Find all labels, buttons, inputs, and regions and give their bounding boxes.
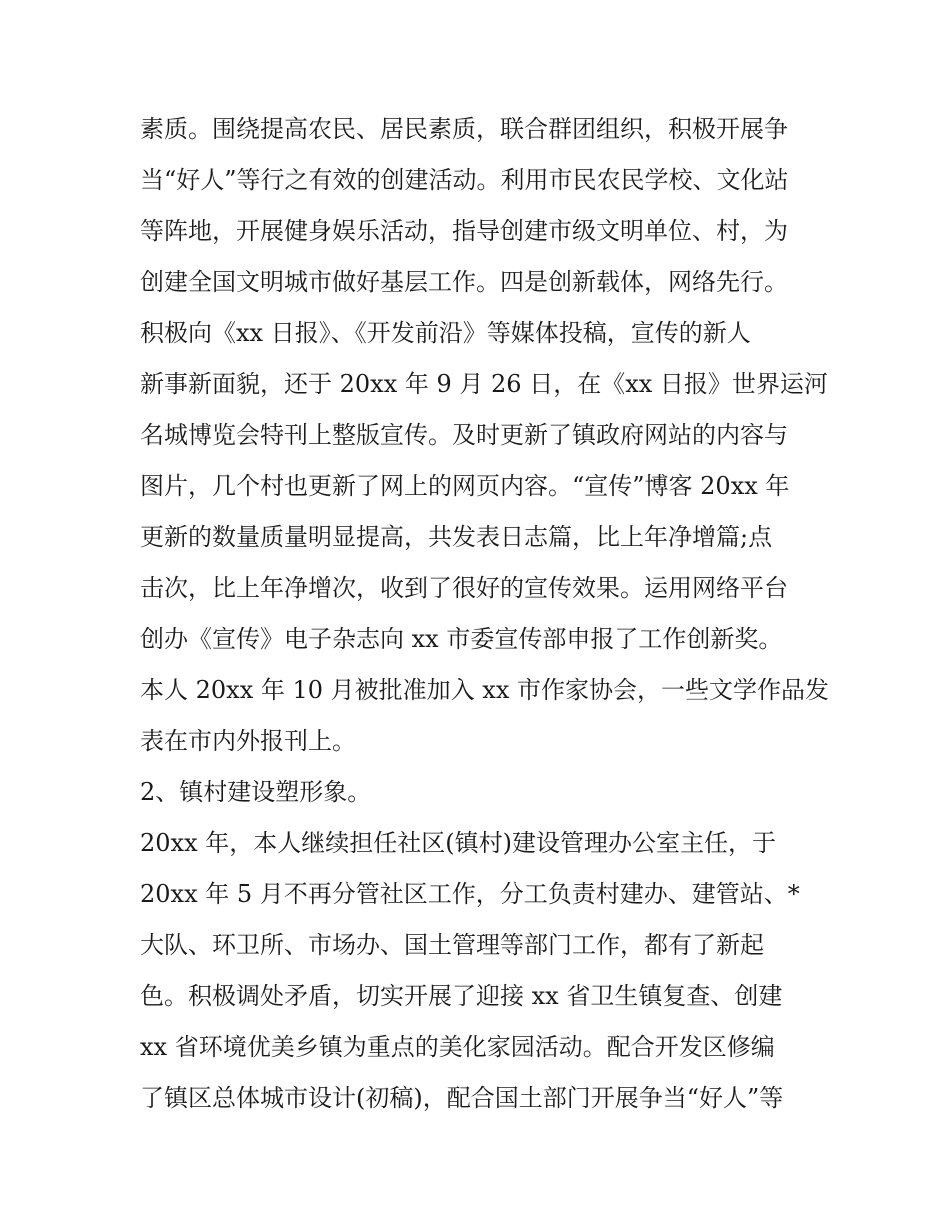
text-line: 图片，几个村也更新了网上的网页内容。“宣传”博客 20xx 年 — [140, 472, 790, 500]
text-line: xx 省环境优美乡镇为重点的美化家园活动。配合开发区修编 — [140, 1033, 775, 1061]
section-heading: 2、镇村建设塑形象。 — [140, 778, 372, 806]
text-line: 名城博览会特刊上整版宣传。及时更新了镇政府网站的内容与 — [140, 421, 788, 449]
text-line: 20xx 年，本人继续担任社区(镇村)建设管理办公室主任，于 — [140, 829, 776, 857]
text-line: 创办《宣传》电子杂志向 xx 市委宣传部申报了工作创新奖。 — [140, 625, 783, 653]
text-line: 了镇区总体城市设计(初稿)，配合国土部门开展争当“好人”等 — [140, 1084, 784, 1112]
text-line: 新事新面貌，还于 20xx 年 9 月 26 日，在《xx 日报》世界运河 — [140, 370, 828, 398]
text-line: 等阵地，开展健身娱乐活动，指导创建市级文明单位、村，为 — [140, 217, 788, 245]
text-line: 击次，比上年净增次，收到了很好的宣传效果。运用网络平台 — [140, 574, 788, 602]
text-line: 当“好人”等行之有效的创建活动。利用市民农民学校、文化站 — [140, 166, 789, 194]
text-line: 20xx 年 5 月不再分管社区工作，分工负责村建办、建管站、* — [140, 880, 800, 908]
text-line: 本人 20xx 年 10 月被批准加入 xx 市作家协会，一些文学作品发 — [140, 676, 829, 704]
text-line: 大队、环卫所、市场办、国土管理等部门工作，都有了新起 — [140, 931, 764, 959]
text-line: 表在市内外报刊上。 — [140, 727, 356, 755]
text-line: 素质。围绕提高农民、居民素质，联合群团组织，积极开展争 — [140, 115, 788, 143]
text-line: 色。积极调处矛盾，切实开展了迎接 xx 省卫生镇复查、创建 — [140, 982, 783, 1010]
text-line: 积极向《xx 日报》、《开发前沿》等媒体投稿，宣传的新人 — [140, 319, 751, 347]
text-line: 创建全国文明城市做好基层工作。四是创新载体，网络先行。 — [140, 268, 788, 296]
document-body — [140, 104, 830, 1124]
text-line: 更新的数量质量明显提高，共发表日志篇，比上年净增篇;点 — [140, 523, 773, 551]
